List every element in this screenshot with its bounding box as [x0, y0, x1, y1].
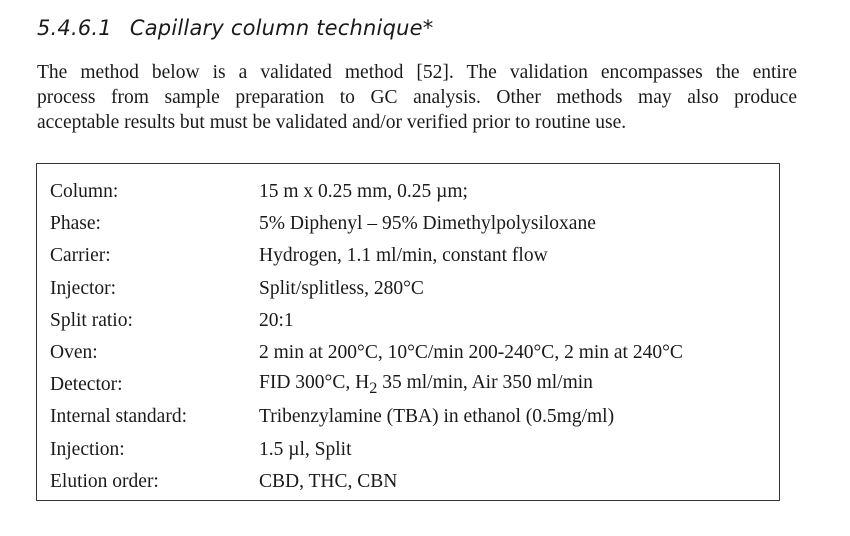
parameter-row-injector	[50, 273, 683, 305]
paragraph-line: acceptable results but must be validated and/or verified prior to routine use.	[37, 112, 627, 133]
parameter-value: Tribenzylamine (TBA) in ethanol (0.5mg/ml)	[259, 406, 615, 428]
detector-value-suffix: 35 ml/min, Air 350 ml/min	[377, 372, 593, 394]
parameter-row-elution-order	[50, 466, 683, 498]
parameter-value	[259, 372, 593, 398]
parameter-value: 5% Diphenyl – 95% Dimethylpolysiloxane	[259, 213, 596, 235]
parameter-label: Injector:	[50, 277, 117, 299]
parameter-value: CBD, THC, CBN	[259, 470, 398, 492]
method-parameters-box	[36, 163, 780, 501]
intro-paragraph	[37, 60, 797, 135]
parameter-value: 15 m x 0.25 mm, 0.25 µm;	[259, 181, 468, 203]
parameter-value: 2 min at 200°C, 10°C/min 200-240°C, 2 min at 240°C	[259, 342, 683, 364]
parameter-label: Carrier:	[50, 245, 111, 267]
parameter-row-internal-standard	[50, 401, 683, 433]
parameter-row-split-ratio	[50, 305, 683, 337]
paragraph-line: The method below is a validated method [52]. The validation encompasses the entire	[37, 62, 797, 83]
section-title: Capillary column technique*	[129, 16, 434, 40]
parameter-row-injection	[50, 434, 683, 466]
parameter-label: Elution order:	[50, 470, 159, 492]
parameter-value: 1.5 µl, Split	[259, 438, 352, 460]
section-number: 5.4.6.1	[37, 16, 112, 40]
paragraph-line: process from sample preparation to GC analysis. Other methods may also produce	[37, 87, 797, 108]
parameter-row-column	[50, 176, 683, 208]
parameter-value: Split/splitless, 280°C	[259, 277, 424, 299]
parameter-row-oven	[50, 337, 683, 369]
parameter-label: Split ratio:	[50, 309, 133, 331]
parameter-value: 20:1	[259, 309, 294, 331]
parameter-label: Phase:	[50, 213, 101, 235]
parameter-row-phase	[50, 208, 683, 240]
parameter-list	[50, 176, 683, 498]
parameter-label: Oven:	[50, 342, 98, 364]
hydrogen-subscript: 2	[369, 379, 378, 398]
parameter-label: Column:	[50, 181, 119, 203]
section-heading	[37, 16, 433, 40]
parameter-label: Detector:	[50, 374, 123, 396]
parameter-label: Internal standard:	[50, 406, 187, 428]
parameter-row-detector	[50, 369, 683, 401]
parameter-label: Injection:	[50, 438, 125, 460]
parameter-row-carrier	[50, 240, 683, 272]
parameter-value: Hydrogen, 1.1 ml/min, constant flow	[259, 245, 548, 267]
detector-value-prefix: FID 300°C, H	[259, 372, 370, 394]
